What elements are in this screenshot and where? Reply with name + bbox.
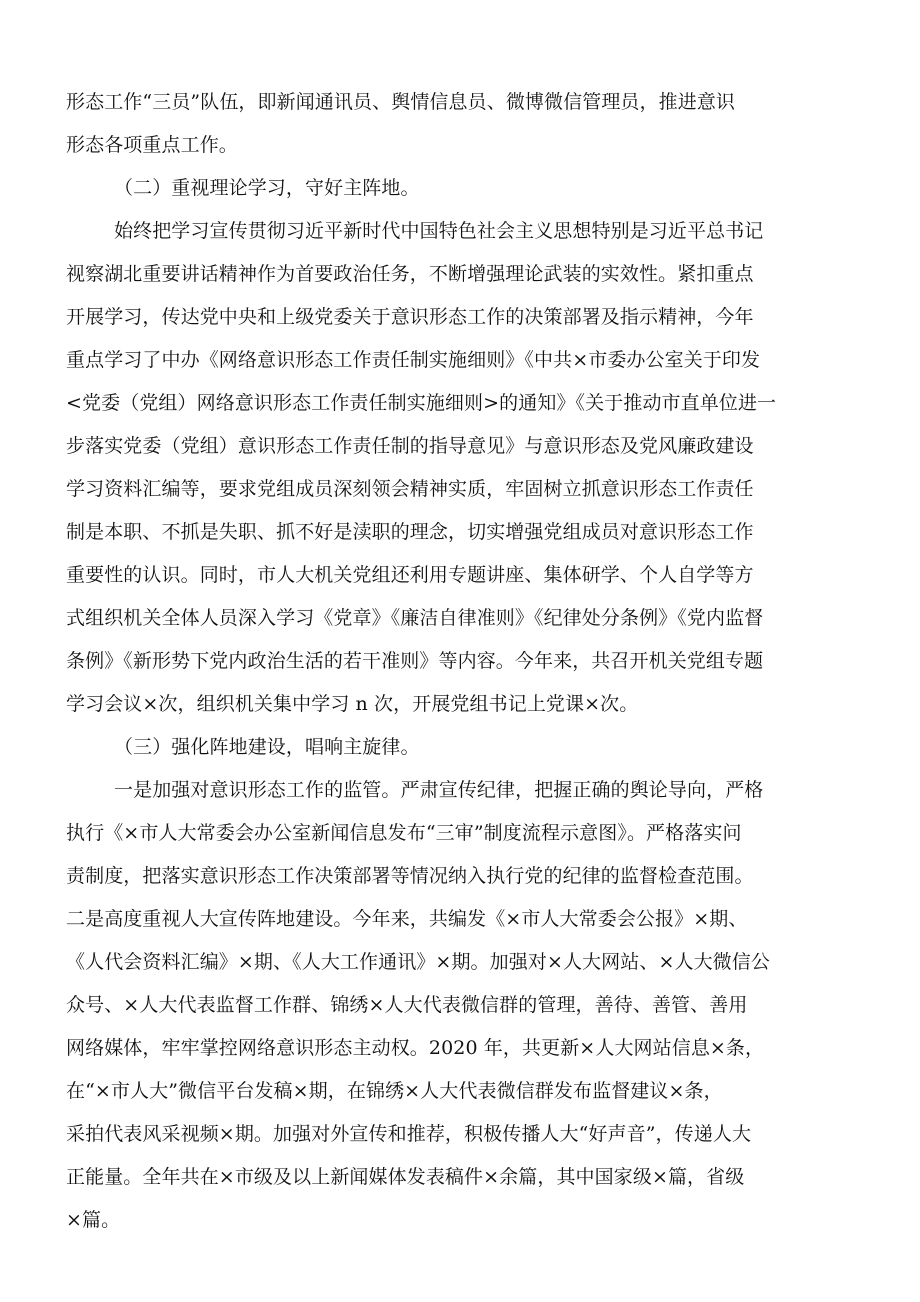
text-line: 制是本职、不抓是失职、抓不好是渎职的理念，切实增强党组成员对意识形态工作 bbox=[66, 521, 754, 543]
text-line: 网络媒体，牢牢掌控网络意识形态主动权。2020 年，共更新×人大网站信息×条， bbox=[66, 1037, 765, 1059]
text-line: 条例》《新形势下党内政治生活的若干准则》等内容。今年来，共召开机关党组专题 bbox=[66, 650, 764, 672]
text-line: 责制度，把落实意识形态工作决策部署等情况纳入执行党的纪律的监督检查范围。 bbox=[66, 865, 754, 887]
text-line: 采拍代表风采视频×期。加强对外宣传和推荐，积极传播人大“好声音”，传递人大 bbox=[66, 1123, 752, 1145]
text-line: 形态各项重点工作。 bbox=[66, 134, 238, 156]
text-line: 正能量。全年共在×市级及以上新闻媒体发表稿件×余篇，其中国家级×篇，省级 bbox=[66, 1166, 745, 1188]
section-heading: （三）强化阵地建设，唱响主旋律。 bbox=[114, 736, 420, 758]
text-line: 学习资料汇编等，要求党组成员深刻领会精神实质，牢固树立抓意识形态工作责任 bbox=[66, 478, 754, 500]
text-line: 一是加强对意识形态工作的监管。严肃宣传纪律，把握正确的舆论导向，严格 bbox=[114, 779, 764, 801]
text-line: 在“×市人大”微信平台发稿×期，在锦绣×人大代表微信群发布监督建议×条， bbox=[66, 1080, 723, 1102]
text-line: 二是高度重视人大宣传阵地建设。今年来，共编发《×市人大常委会公报》×期、 bbox=[66, 908, 748, 930]
text-line: 学习会议×次，组织机关集中学习 n 次，开展党组书记上党课×次。 bbox=[66, 693, 639, 715]
text-line: 重点学习了中办《网络意识形态工作责任制实施细则》《中共×市委办公室关于印发 bbox=[66, 349, 761, 371]
text-line: 始终把学习宣传贯彻习近平新时代中国特色社会主义思想特别是习近平总书记 bbox=[114, 220, 764, 242]
text-line: 步落实党委（党组）意识形态工作责任制的指导意见》与意识形态及党风廉政建设 bbox=[66, 435, 754, 457]
section-heading: （二）重视理论学习，守好主阵地。 bbox=[114, 177, 420, 199]
text-line: ×篇。 bbox=[66, 1209, 121, 1231]
text-line: 众号、×人大代表监督工作群、锦绣×人大代表微信群的管理，善待、善管、善用 bbox=[66, 994, 748, 1016]
text-line: 《人代会资料汇编》×期、《人大工作通讯》×期。加强对×人大网站、×人大微信公 bbox=[66, 951, 770, 973]
text-line: 执行《×市人大常委会办公室新闻信息发布“三审”制度流程示意图》。严格落实问 bbox=[66, 822, 742, 844]
text-line: 式组织机关全体人员深入学习《党章》《廉洁自律准则》《纪律处分条例》《党内监督 bbox=[66, 607, 764, 629]
text-line: <党委（党组）网络意识形态工作责任制实施细则>的通知》《关于推动市直单位进一 bbox=[66, 392, 777, 414]
text-line: 开展学习，传达党中央和上级党委关于意识形态工作的决策部署及指示精神，今年 bbox=[66, 306, 754, 328]
text-line: 形态工作“三员”队伍，即新闻通讯员、舆情信息员、微博微信管理员，推进意识 bbox=[66, 91, 736, 113]
text-line: 重要性的认识。同时，市人大机关党组还利用专题讲座、集体研学、个人自学等方 bbox=[66, 564, 754, 586]
text-line: 视察湖北重要讲话精神作为首要政治任务，不断增强理论武装的实效性。紧扣重点 bbox=[66, 263, 754, 285]
